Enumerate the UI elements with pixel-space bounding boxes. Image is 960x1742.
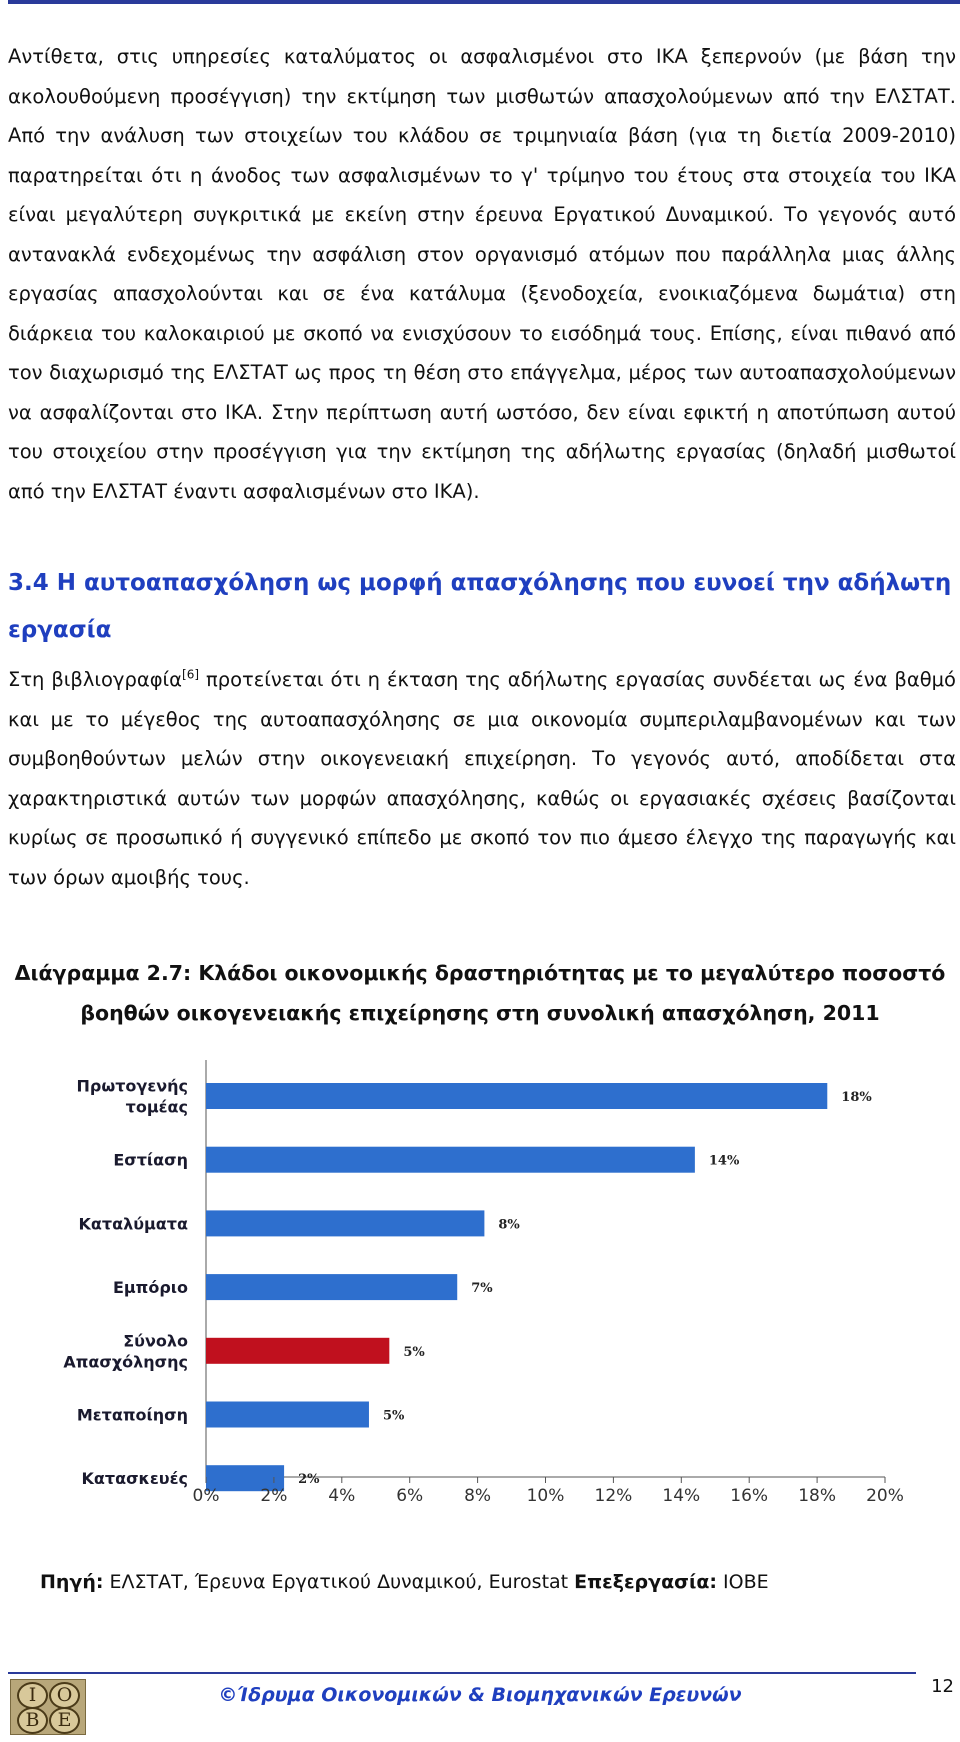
category-label: Εμπόριο <box>112 1278 188 1298</box>
bar <box>206 1083 827 1109</box>
x-tick-label: 18% <box>798 1486 836 1506</box>
figure-caption-line-2: βοηθών οικογενειακής επιχείρησης στη συνολική απασχόληση, 2011 <box>80 1001 880 1025</box>
data-label: 5% <box>403 1344 425 1360</box>
footer-rule <box>8 1672 916 1674</box>
page-number: 12 <box>931 1676 954 1697</box>
data-label: 7% <box>471 1281 493 1297</box>
x-tick-label: 8% <box>464 1486 492 1506</box>
x-tick-label: 14% <box>662 1486 701 1506</box>
data-label: 5% <box>382 1408 405 1424</box>
data-label: 8% <box>498 1217 520 1233</box>
top-rule <box>8 0 960 4</box>
bar <box>206 1210 484 1236</box>
citation-reference[interactable]: [6] <box>182 667 200 682</box>
bar <box>206 1147 695 1173</box>
category-label: Καταλύματα <box>78 1214 188 1234</box>
data-label: 2% <box>298 1472 320 1488</box>
bar-chart <box>0 1060 960 1550</box>
category-label: Κατασκευές <box>81 1469 188 1489</box>
paragraph-1-sentence: Αντίθετα, στις υπηρεσίες καταλύματος οι ασφαλισμένοι στο ΙΚΑ ξεπερνούν (με βάση την ακολουθούμενη προσέγγιση) την εκτίμηση των μισθωτών απασχολούμενων από την ΕΛΣΤΑΤ. <box>8 45 956 108</box>
paragraph-2-start: Στη βιβλιογραφία <box>8 668 183 691</box>
source-label: Πηγή: <box>40 1571 104 1593</box>
paragraph-2 <box>8 660 956 897</box>
paragraph-2-rest: προτείνεται ότι η έκταση της αδήλωτης εργασίας συνδέεται ως ένα βαθμό και με το μέγεθος της αυτοαπασχόλησης σε μια οικονομία συμπεριλαμβανομένων και των συμβοηθούντων μελών στην οικογενειακή επιχείρηση. Το γεγονός αυτό, αποδίδεται στα χαρακτηριστικά αυτών των μορφών απασχόλησης, καθώς οι εργασιακές σχέσεις βασίζονται κυρίως σε προσωπικό ή συγγενικό επίπεδο με σκοπό τον πιο άμεσο έλεγχο της παραγωγής και των όρων αμοιβής τους. <box>8 668 956 889</box>
figure-label: Διάγραμμα 2.7: <box>14 961 192 985</box>
category-label: Εστίαση <box>113 1150 188 1170</box>
category-label: Σύνολο Απασχόλησης <box>63 1331 188 1372</box>
footer-copyright: ©Ίδρυμα Οικονομικών & Βιομηχανικών Ερευνών <box>218 1684 742 1706</box>
category-label: Πρωτογενής τομέας <box>76 1076 188 1117</box>
logo-letter: Ο <box>49 1682 80 1709</box>
paragraph-1-sentence: Στην περίπτωση αυτή ωστόσο, δεν είναι εφικτή η αποτύπωση αυτού του στοιχείου στην προσέγγιση για την εκτίμηση της αδήλωτης εργασίας (δηλαδή μισθωτοί από την ΕΛΣΤΑΤ έναντι ασφαλισμένων στο ΙΚΑ). <box>8 400 956 503</box>
processing-text: ΙΟΒΕ <box>717 1571 769 1593</box>
x-tick-label: 4% <box>328 1486 356 1506</box>
data-label: 14% <box>708 1153 740 1169</box>
x-tick-label: 20% <box>866 1486 904 1506</box>
logo-letter: Ε <box>49 1707 80 1734</box>
x-tick-label: 0% <box>192 1486 220 1506</box>
figure-caption <box>0 953 960 1033</box>
x-tick-label: 2% <box>260 1486 288 1506</box>
source-note <box>40 1571 769 1593</box>
section-heading: 3.4 Η αυτοαπασχόληση ως μορφή απασχόλησης που ευνοεί την αδήλωτη εργασία <box>8 570 952 643</box>
logo-letter: Β <box>17 1707 48 1734</box>
data-label: 18% <box>841 1090 872 1105</box>
bar <box>206 1402 369 1428</box>
logo-letter: Ι <box>17 1682 48 1709</box>
x-tick-label: 6% <box>396 1486 424 1506</box>
x-tick-label: 12% <box>594 1486 633 1506</box>
bar <box>206 1274 457 1300</box>
x-tick-label: 10% <box>526 1486 565 1506</box>
paragraph-1-sentence: Από την ανάλυση των στοιχείων του κλάδου σε τριμηνιαία βάση (για τη διετία 2009-2010) παρατηρείται ότι η άνοδος των ασφαλισμένων το γ' τρίμηνο του έτους στα στοιχεία του ΙΚΑ είναι μεγαλύτερη συγκριτικά με εκείνη στην έρευνα Εργατικού Δυναμικού. Το γεγονός αυτό αντανακλά ενδεχομένως την ασφάλιση στον οργανισμό ατόμων που παράλληλα μιας άλλης εργασίας απασχολούνται και σε ένα κατάλυμα (ξενοδοχεία, ενοικιαζόμενα δωμάτια) στη διάρκεια του καλοκαιριού με σκοπό να ενισχύσουν το εισόδημά τους. <box>8 124 956 345</box>
paragraph-1-sentence: Επίσης, είναι πιθανό από τον διαχωρισμό της ΕΛΣΤΑΤ ως προς τη θέση στο επάγγελμα, μέρος των αυτοαπασχολούμενων να ασφαλίζονται στο ΙΚΑ. <box>8 321 956 424</box>
paragraph-1 <box>8 37 956 511</box>
figure-caption-line-1: Κλάδοι οικονομικής δραστηριότητας με το μεγαλύτερο ποσοστό <box>191 961 946 985</box>
processing-label: Επεξεργασία: <box>574 1571 718 1593</box>
category-label: Μεταποίηση <box>76 1405 188 1425</box>
x-tick-label: 16% <box>730 1486 769 1506</box>
bar <box>206 1338 389 1364</box>
source-text: ΕΛΣΤΑΤ, Έρευνα Εργατικού Δυναμικού, Eurostat <box>103 1571 575 1593</box>
